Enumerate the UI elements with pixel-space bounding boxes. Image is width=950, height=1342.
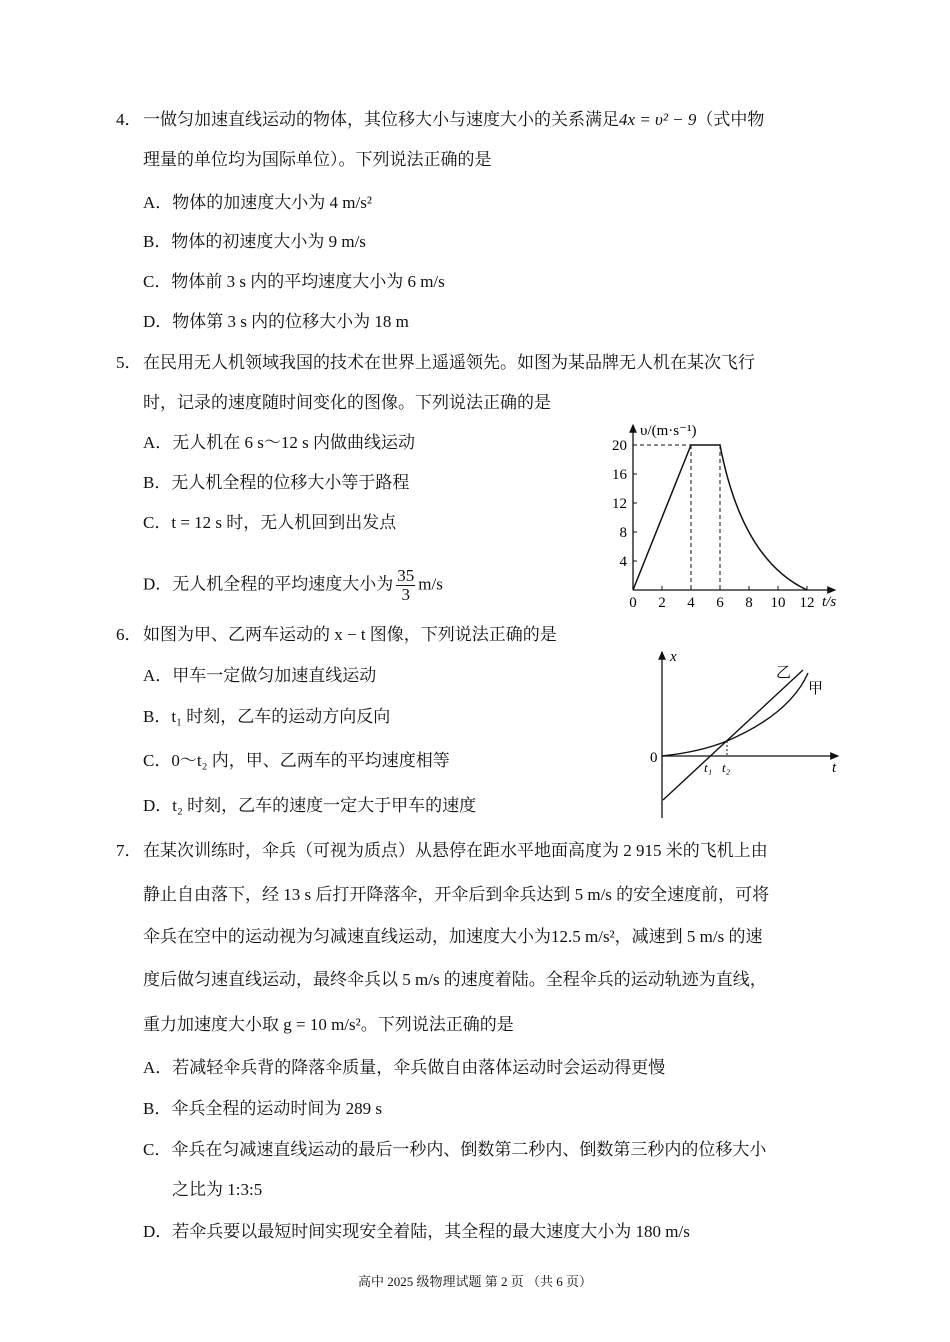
q5-option-b: B．无人机全程的位移大小等于路程: [143, 473, 410, 492]
label-yi: 乙: [776, 665, 792, 681]
t2-label: t₂: [722, 760, 731, 775]
y-tick-label: 20: [612, 438, 627, 454]
q7-option-c-cont: 之比为 1:3:5: [172, 1180, 263, 1199]
q6-option-d: D．t₂ 时刻，乙车的速度一定大于甲车的速度: [143, 796, 477, 815]
q7-option-d: D．若伞兵要以最短时间实现安全着陆，其全程的最大速度大小为 180 m/s: [143, 1222, 690, 1241]
y-tick-label: 8: [619, 525, 627, 541]
x-tick-label: 4: [687, 595, 695, 611]
q5-stem-line2: 时，记录的速度随时间变化的图像。下列说法正确的是: [143, 393, 551, 412]
q5-stem: 在民用无人机领域我国的技术在世界上遥遥领先。如图为某品牌无人机在某次飞行: [143, 353, 755, 372]
q4-option-a: A．物体的加速度大小为 4 m/s²: [143, 193, 372, 212]
q6-number: 6．: [116, 625, 142, 644]
page-footer: 高中 2025 级物理试题 第 2 页 （共 6 页）: [357, 1274, 592, 1289]
y-tick-label: 4: [619, 554, 627, 570]
x-tick-label: 12: [799, 595, 815, 611]
q6-option-b: B．t₁ 时刻，乙车的运动方向反向: [143, 707, 391, 726]
q5-option-c: C．t = 12 s 时，无人机回到出发点: [143, 513, 397, 532]
q4-option-c: C．物体前 3 s 内的平均速度大小为 6 m/s: [143, 272, 445, 291]
q7-line-1: 在某次训练时，伞兵（可视为质点）从悬停在距水平地面高度为 2 915 米的飞机上由: [143, 841, 768, 860]
q7-line-3: 伞兵在空中的运动视为匀减速直线运动，加速度大小为12.5 m/s²，减速到 5 m/s 的速: [143, 927, 763, 946]
q4-stem-line2: 理量的单位均为国际单位）。下列说法正确的是: [143, 150, 492, 169]
q5-number: 5．: [116, 353, 142, 372]
q4-stem-text: 一做匀加速直线运动的物体，其位移大小与速度大小的关系满足: [143, 110, 619, 129]
y-tick-label: 16: [612, 467, 627, 483]
q4-stem-text-2: （式中物: [696, 110, 765, 129]
q4-formula: 4x = υ² − 9: [619, 110, 697, 129]
x-tick-label: 2: [658, 595, 666, 611]
q5-option-d: D．无人机全程的平均速度大小为 $\frac{35}{3}$ m/s: [143, 566, 443, 604]
x-tick-label: 8: [745, 595, 753, 611]
t1-label: t₁: [704, 760, 713, 775]
q7-line-5: 重力加速度大小取 g = 10 m/s²。下列说法正确的是: [143, 1015, 514, 1034]
q4-number: 4．: [116, 110, 142, 129]
q6-stem: 如图为甲、乙两车运动的 x − t 图像，下列说法正确的是: [143, 625, 557, 644]
q7-number: 7．: [116, 841, 142, 860]
x-tick-label: 6: [716, 595, 724, 611]
x-tick-label: 10: [770, 595, 786, 611]
v-t-graph: [612, 423, 836, 611]
t-axis-label: t/s: [822, 594, 837, 610]
q5-option-a: A．无人机在 6 s～12 s 内做曲线运动: [143, 433, 416, 452]
q7-option-b: B．伞兵全程的运动时间为 289 s: [143, 1099, 382, 1118]
q6-option-a: A．甲车一定做匀加速直线运动: [143, 666, 377, 685]
x-tick-label: 0: [629, 595, 637, 611]
q7-option-a: A．若减轻伞兵背的降落伞质量，伞兵做自由落体运动时会运动得更慢: [143, 1058, 666, 1077]
x-axis-label: x: [670, 649, 677, 665]
x-t-graph: [650, 649, 838, 818]
line-yi: [663, 670, 803, 800]
q6-option-c: C．0～t₂ 内，甲、乙两车的平均速度相等: [143, 751, 450, 770]
q4-option-d: D．物体第 3 s 内的位移大小为 18 m: [143, 312, 409, 331]
q4-option-b: B．物体的初速度大小为 9 m/s: [143, 232, 366, 251]
q7-line-2: 静止自由落下，经 13 s 后打开降落伞，开伞后到伞兵达到 5 m/s 的安全速度前，可将: [143, 885, 770, 904]
label-jia: 甲: [808, 681, 824, 697]
fraction: $\frac{35}{3}$: [397, 566, 415, 604]
v-axis-label: υ/(m·s⁻¹): [640, 423, 697, 439]
origin-label: 0: [650, 750, 658, 766]
y-tick-label: 12: [612, 496, 627, 512]
q7-option-c: C．伞兵在匀减速直线运动的最后一秒内、倒数第二秒内、倒数第三秒内的位移大小: [143, 1140, 767, 1159]
q7-line-4: 度后做匀速直线运动，最终伞兵以 5 m/s 的速度着陆。全程伞兵的运动轨迹为直线，: [143, 970, 767, 989]
t-axis-label: t: [832, 760, 837, 776]
